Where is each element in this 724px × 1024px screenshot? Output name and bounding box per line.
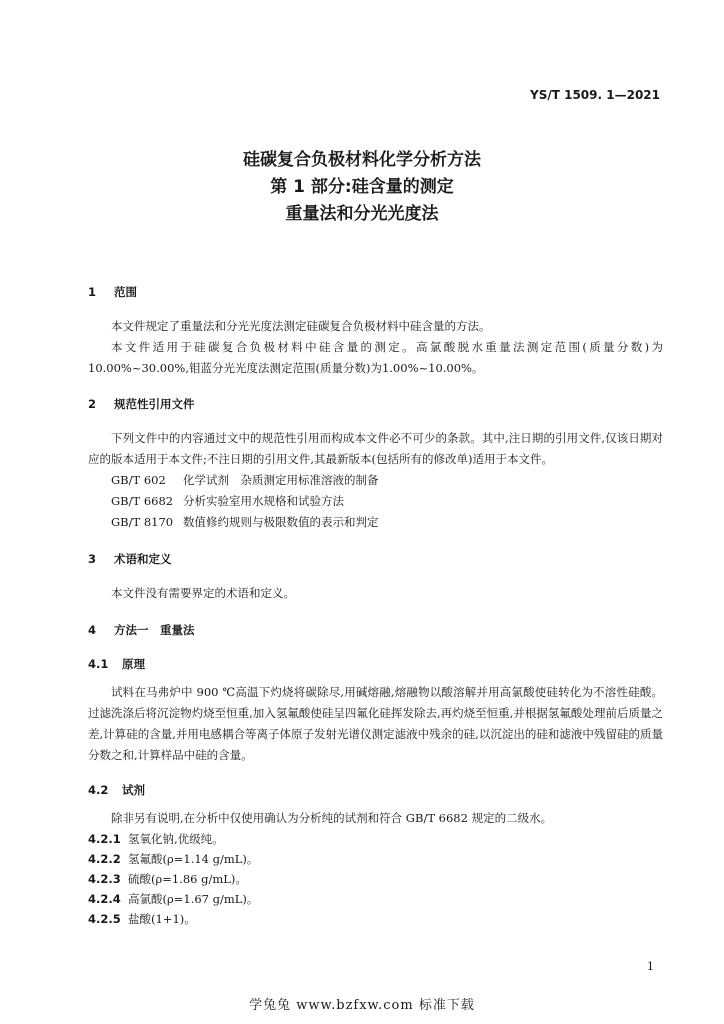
page-number: 1 bbox=[647, 960, 654, 973]
section-2-heading bbox=[88, 394, 663, 414]
reagent-item bbox=[88, 889, 663, 909]
section-number: 2 bbox=[88, 397, 97, 411]
reagent-number: 4.2.3 bbox=[88, 872, 121, 886]
section-1-paragraph-1: 本文件规定了重量法和分光光度法测定硅碳复合负极材料中硅含量的方法。 bbox=[111, 319, 491, 333]
section-title: 原理 bbox=[122, 657, 145, 671]
reagent-text: 氢氧化钠,优级纯。 bbox=[128, 832, 224, 846]
reagent-item bbox=[88, 909, 663, 929]
reference-title: 化学试剂 杂质测定用标准溶液的制备 bbox=[183, 473, 379, 487]
subsection-4-1-heading bbox=[88, 654, 663, 674]
footer-watermark: 学兔兔 www.bzfxw.com 标准下载 bbox=[249, 998, 475, 1013]
section-1-heading bbox=[88, 282, 663, 302]
title-line-3: 重量法和分光光度法 bbox=[285, 204, 439, 224]
section-3-heading bbox=[88, 549, 663, 569]
reference-title: 数值修约规则与极限数值的表示和判定 bbox=[183, 515, 379, 529]
reagent-item bbox=[88, 869, 663, 889]
reference-item bbox=[88, 491, 663, 512]
section-title: 术语和定义 bbox=[114, 552, 172, 566]
document-body bbox=[88, 282, 663, 929]
reagent-number: 4.2.5 bbox=[88, 912, 121, 926]
reference-code: GB/T 602 bbox=[111, 473, 166, 487]
section-number: 4.1 bbox=[88, 657, 109, 671]
reference-title: 分析实验室用水规格和试验方法 bbox=[183, 494, 344, 508]
reagent-text: 高氯酸(ρ=1.67 g/mL)。 bbox=[128, 892, 259, 906]
section-3-paragraph-1: 本文件没有需要界定的术语和定义。 bbox=[111, 586, 295, 600]
section-4-heading bbox=[88, 620, 663, 640]
reagent-number: 4.2.1 bbox=[88, 832, 121, 846]
subsection-4-2-heading bbox=[88, 780, 663, 800]
section-number: 4 bbox=[88, 623, 97, 637]
section-title: 方法一 重量法 bbox=[114, 623, 195, 637]
reference-item bbox=[88, 512, 663, 533]
title-line-2: 第 1 部分:硅含量的测定 bbox=[270, 177, 454, 197]
subsection-4-1-paragraph-1: 试料在马弗炉中 900 ℃高温下灼烧将碳除尽,用碱熔融,熔融物以酸溶解并用高氯酸使硅转化为不溶性硅酸。过滤洗涤后将沉淀物灼烧至恒重,加入氢氟酸使硅呈四氟化硅挥发除去,再灼烧至恒重,并根据氢氟酸处理前后质量之差,计算硅的含量,并用电感耦合等离子体原子发射光谱仪测定滤液中残余的硅,以沉淀出的硅和滤液中残留硅的质量分数之和,计算样品中硅的含量。 bbox=[88, 685, 663, 762]
section-number: 4.2 bbox=[88, 783, 109, 797]
document-title bbox=[0, 147, 724, 228]
reference-code: GB/T 6682 bbox=[111, 494, 174, 508]
reference-code: GB/T 8170 bbox=[111, 515, 174, 529]
standard-code: YS/T 1509. 1—2021 bbox=[530, 88, 660, 102]
reagent-number: 4.2.2 bbox=[88, 852, 121, 866]
reagent-item bbox=[88, 849, 663, 869]
section-1-paragraph-2: 本文件适用于硅碳复合负极材料中硅含量的测定。高氯酸脱水重量法测定范围(质量分数)为10.00%~30.00%,钼蓝分光光度法测定范围(质量分数)为1.00%~10.00%。 bbox=[88, 340, 663, 375]
reagent-text: 盐酸(1+1)。 bbox=[128, 912, 196, 926]
section-2-paragraph-1: 下列文件中的内容通过文中的规范性引用而构成本文件必不可少的条款。其中,注日期的引用文件,仅该日期对应的版本适用于本文件;不注日期的引用文件,其最新版本(包括所有的修改单)适用于本文件。 bbox=[88, 431, 663, 466]
section-number: 1 bbox=[88, 285, 97, 299]
section-number: 3 bbox=[88, 552, 97, 566]
section-title: 试剂 bbox=[122, 783, 145, 797]
reference-item bbox=[88, 470, 663, 491]
reagent-text: 硫酸(ρ=1.86 g/mL)。 bbox=[128, 872, 247, 886]
reagent-item bbox=[88, 829, 663, 849]
title-line-1: 硅碳复合负极材料化学分析方法 bbox=[243, 150, 481, 170]
section-title: 规范性引用文件 bbox=[114, 397, 195, 411]
reagent-number: 4.2.4 bbox=[88, 892, 121, 906]
subsection-4-2-paragraph-1: 除非另有说明,在分析中仅使用确认为分析纯的试剂和符合 GB/T 6682 规定的二级水。 bbox=[111, 811, 553, 825]
section-title: 范围 bbox=[114, 285, 137, 299]
reagent-text: 氢氟酸(ρ=1.14 g/mL)。 bbox=[128, 852, 259, 866]
